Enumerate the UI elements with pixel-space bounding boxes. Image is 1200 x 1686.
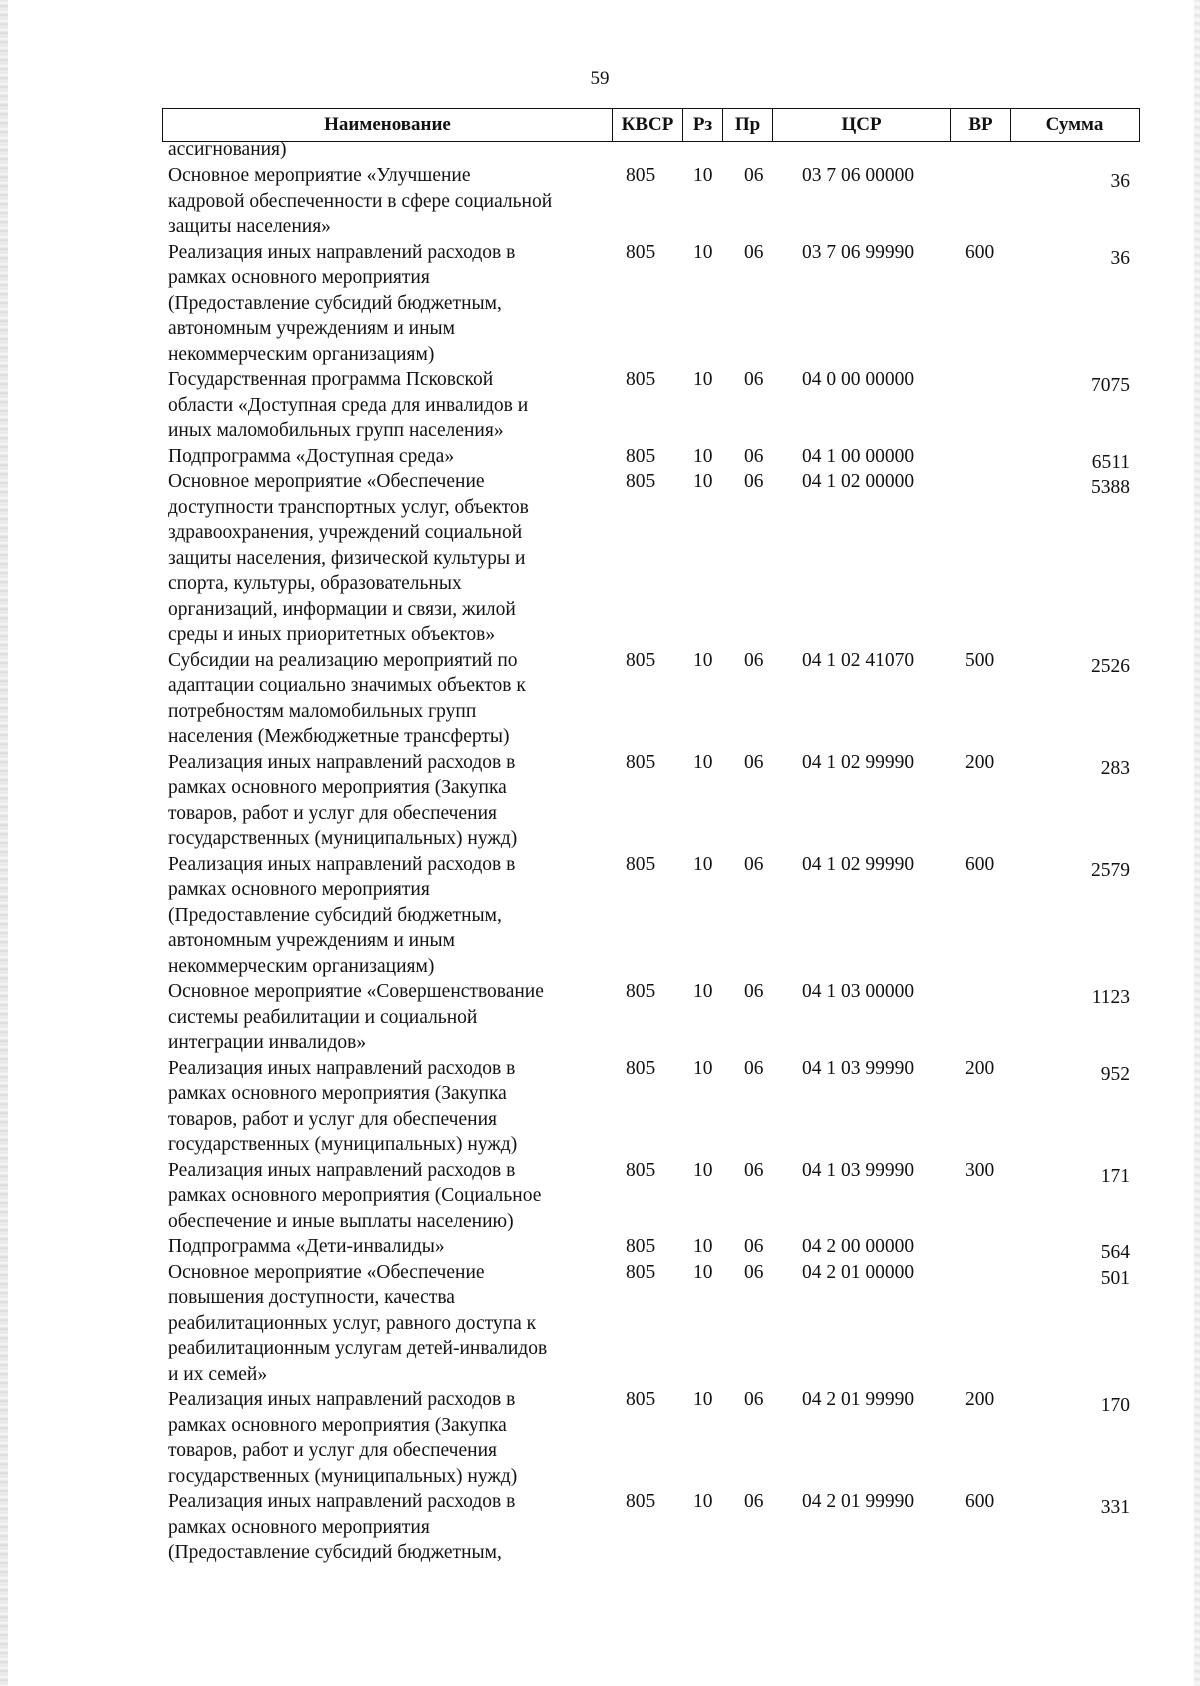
row-pr: 06 xyxy=(744,1261,764,1283)
row-kvsr: 805 xyxy=(626,649,656,671)
row-name xyxy=(168,1387,613,1489)
row-kvsr: 805 xyxy=(626,1057,656,1079)
row-name-line: области «Доступная среда для инвалидов и xyxy=(168,394,529,416)
row-kvsr: 805 xyxy=(626,241,656,263)
row-name-line: организаций, информации и связи, жилой xyxy=(168,598,516,620)
row-kvsr: 805 xyxy=(626,165,656,186)
row-sum: 36 xyxy=(1110,171,1130,192)
row-pr: 06 xyxy=(744,1159,764,1181)
row-pr: 06 xyxy=(744,751,764,773)
row-name xyxy=(168,240,613,368)
row-name xyxy=(168,1234,613,1260)
row-csr: 04 0 00 00000 xyxy=(802,369,915,390)
row-vr: 200 xyxy=(965,1389,995,1410)
row-csr: 04 1 02 00000 xyxy=(802,471,915,492)
row-rz: 10 xyxy=(693,649,713,671)
row-name-line: Основное мероприятие «Обеспечение xyxy=(168,1261,485,1283)
row-name-line: кадровой обеспеченности в сфере социальной xyxy=(168,190,553,212)
row-sum: 2579 xyxy=(1091,859,1130,881)
continuation-text: ассигнования) xyxy=(168,139,287,160)
row-name-line: адаптации социально значимых объектов к xyxy=(168,675,526,696)
row-csr: 04 1 03 99990 xyxy=(802,1159,915,1181)
header-pr: Пр xyxy=(723,109,773,141)
row-sum: 501 xyxy=(1100,1267,1130,1289)
header-rz: Рз xyxy=(683,109,723,141)
row-name-line: спорта, культуры, образовательных xyxy=(168,573,462,594)
row-name-line: рамках основного мероприятия xyxy=(168,267,430,288)
row-name-line: потребностям маломобильных групп xyxy=(168,700,477,722)
row-name-line: рамках основного мероприятия xyxy=(168,879,430,900)
row-rz: 10 xyxy=(693,241,713,263)
row-vr: 600 xyxy=(965,1491,995,1512)
row-rz: 10 xyxy=(693,471,713,492)
row-name-line: Подпрограмма «Дети-инвалиды» xyxy=(168,1236,445,1257)
row-name-line: Реализация иных направлений расходов в xyxy=(168,751,516,773)
row-name-line: защиты населения, физической культуры и xyxy=(168,547,526,569)
row-name-line: и их семей» xyxy=(168,1363,268,1385)
row-kvsr: 805 xyxy=(626,1389,656,1410)
row-name xyxy=(168,750,613,852)
row-sum: 1123 xyxy=(1091,987,1130,1008)
row-pr: 06 xyxy=(744,1057,764,1079)
row-name-line: государственных (муниципальных) нужд) xyxy=(168,1134,518,1155)
row-csr: 04 2 01 99990 xyxy=(802,1491,915,1512)
row-sum: 283 xyxy=(1100,757,1130,779)
row-name-line: некоммерческим организациям) xyxy=(168,343,435,365)
row-rz: 10 xyxy=(693,1159,713,1181)
row-name-line: здравоохранения, учреждений социальной xyxy=(168,522,523,543)
row-csr: 04 2 01 99990 xyxy=(802,1389,915,1410)
row-name-line: товаров, работ и услуг для обеспечения xyxy=(168,1440,497,1461)
row-pr: 06 xyxy=(744,471,764,492)
row-sum: 564 xyxy=(1100,1242,1130,1263)
header-sum: Сумма xyxy=(1045,114,1104,135)
header-name: Наименование xyxy=(163,109,613,141)
row-sum: 36 xyxy=(1110,247,1130,269)
row-name-line: рамках основного мероприятия (Закупка xyxy=(168,1414,507,1436)
row-rz: 10 xyxy=(693,1057,713,1079)
row-name-line: Реализация иных направлений расходов в xyxy=(168,1159,516,1181)
row-rz: 10 xyxy=(693,751,713,773)
row-name xyxy=(168,163,613,240)
row-name-line: (Предоставление субсидий бюджетным, xyxy=(168,1542,502,1563)
row-sum: 170 xyxy=(1100,1395,1130,1416)
row-pr: 06 xyxy=(744,165,764,186)
row-name-line: (Предоставление субсидий бюджетным, xyxy=(168,904,502,926)
row-name-line: обеспечение и иные выплаты населению) xyxy=(168,1210,514,1232)
row-kvsr: 805 xyxy=(626,1261,656,1283)
row-vr: 600 xyxy=(965,853,995,875)
header-kvsr: КВСР xyxy=(613,109,683,141)
row-name xyxy=(168,469,613,648)
page-number: 59 xyxy=(590,68,610,89)
row-name xyxy=(168,1489,613,1566)
scan-edge-right xyxy=(1194,0,1200,1686)
row-sum: 171 xyxy=(1100,1165,1130,1187)
row-sum: 5388 xyxy=(1091,477,1130,498)
header-vr: ВР xyxy=(951,109,1011,141)
row-sum: 2526 xyxy=(1091,655,1130,677)
row-name-line: иных маломобильных групп населения» xyxy=(168,420,504,441)
row-name-line: государственных (муниципальных) нужд) xyxy=(168,1465,518,1487)
row-vr: 200 xyxy=(965,751,995,773)
scan-edge-left xyxy=(0,0,8,1686)
row-name xyxy=(168,367,613,444)
row-kvsr: 805 xyxy=(626,981,656,1002)
row-name-line: рамках основного мероприятия (Закупка xyxy=(168,1083,507,1104)
row-csr: 04 2 00 00000 xyxy=(802,1236,915,1257)
row-name-line: Основное мероприятие «Улучшение xyxy=(168,165,471,186)
row-name-line: реабилитационных услуг, равного доступа к xyxy=(168,1312,537,1334)
row-name-line: рамках основного мероприятия (Социальное xyxy=(168,1185,542,1206)
row-pr: 06 xyxy=(744,1236,764,1257)
row-csr: 04 1 02 99990 xyxy=(802,751,915,773)
row-pr: 06 xyxy=(744,241,764,263)
row-csr: 03 7 06 99990 xyxy=(802,241,915,263)
row-name-line: товаров, работ и услуг для обеспечения xyxy=(168,1108,497,1130)
row-name-line: реабилитационным услугам детей-инвалидов xyxy=(168,1338,548,1359)
header-csr: ЦСР xyxy=(773,109,951,141)
row-rz: 10 xyxy=(693,445,713,467)
row-name-line: Основное мероприятие «Обеспечение xyxy=(168,471,485,492)
row-rz: 10 xyxy=(693,981,713,1002)
row-kvsr: 805 xyxy=(626,445,656,467)
row-name-line: населения (Межбюджетные трансферты) xyxy=(168,726,510,747)
row-kvsr: 805 xyxy=(626,369,656,390)
row-rz: 10 xyxy=(693,369,713,390)
row-name xyxy=(168,1056,613,1158)
row-csr: 04 2 01 00000 xyxy=(802,1261,915,1283)
row-name xyxy=(168,444,613,470)
row-name-line: повышения доступности, качества xyxy=(168,1287,455,1308)
row-sum: 7075 xyxy=(1091,375,1130,396)
row-rz: 10 xyxy=(693,1389,713,1410)
row-csr: 04 1 02 41070 xyxy=(802,649,915,671)
row-pr: 06 xyxy=(744,853,764,875)
row-name-line: Реализация иных направлений расходов в xyxy=(168,1491,516,1512)
row-csr: 04 1 02 99990 xyxy=(802,853,915,875)
row-name-line: системы реабилитации и социальной xyxy=(168,1006,478,1028)
row-kvsr: 805 xyxy=(626,853,656,875)
row-name-line: Реализация иных направлений расходов в xyxy=(168,853,516,875)
row-name-line: некоммерческим организациям) xyxy=(168,955,435,977)
row-rz: 10 xyxy=(693,853,713,875)
row-name-line: автономным учреждениям и иным xyxy=(168,930,455,951)
row-name-line: защиты населения» xyxy=(168,216,331,237)
row-name-line: интеграции инвалидов» xyxy=(168,1032,367,1053)
row-name-line: рамках основного мероприятия xyxy=(168,1516,430,1538)
row-name-line: Реализация иных направлений расходов в xyxy=(168,1057,516,1079)
row-vr: 300 xyxy=(965,1159,995,1181)
row-sum: 331 xyxy=(1100,1497,1130,1518)
row-csr: 03 7 06 00000 xyxy=(802,165,915,186)
row-pr: 06 xyxy=(744,1389,764,1410)
row-kvsr: 805 xyxy=(626,1491,656,1512)
row-kvsr: 805 xyxy=(626,1236,656,1257)
row-name xyxy=(168,1260,613,1388)
row-vr: 200 xyxy=(965,1057,995,1079)
row-kvsr: 805 xyxy=(626,471,656,492)
row-name-line: государственных (муниципальных) нужд) xyxy=(168,828,518,849)
row-rz: 10 xyxy=(693,165,713,186)
row-pr: 06 xyxy=(744,445,764,467)
row-name-line: рамках основного мероприятия (Закупка xyxy=(168,777,507,798)
row-name-line: Основное мероприятие «Совершенствование xyxy=(168,981,544,1002)
row-name xyxy=(168,1158,613,1235)
row-name-line: (Предоставление субсидий бюджетным, xyxy=(168,292,502,314)
row-pr: 06 xyxy=(744,369,764,390)
row-kvsr: 805 xyxy=(626,751,656,773)
row-pr: 06 xyxy=(744,649,764,671)
row-kvsr: 805 xyxy=(626,1159,656,1181)
row-pr: 06 xyxy=(744,1491,764,1512)
row-rz: 10 xyxy=(693,1261,713,1283)
row-name-line: автономным учреждениям и иным xyxy=(168,318,455,339)
row-sum: 6511 xyxy=(1091,451,1130,473)
row-name-line: товаров, работ и услуг для обеспечения xyxy=(168,802,497,824)
row-sum: 952 xyxy=(1100,1063,1130,1085)
row-csr: 04 1 00 00000 xyxy=(802,445,915,467)
row-name-line: Реализация иных направлений расходов в xyxy=(168,1389,516,1410)
row-name-line: Субсидии на реализацию мероприятий по xyxy=(168,649,518,671)
row-pr: 06 xyxy=(744,981,764,1002)
row-name-line: Реализация иных направлений расходов в xyxy=(168,241,516,263)
row-csr: 04 1 03 00000 xyxy=(802,981,915,1002)
row-rz: 10 xyxy=(693,1491,713,1512)
row-vr: 500 xyxy=(965,649,995,671)
row-name-line: Государственная программа Псковской xyxy=(168,369,494,390)
row-name-line: среды и иных приоритетных объектов» xyxy=(168,624,496,645)
row-name-line: Подпрограмма «Доступная среда» xyxy=(168,445,455,467)
row-vr: 600 xyxy=(965,241,995,263)
row-name-line: доступности транспортных услуг, объектов xyxy=(168,496,529,518)
row-csr: 04 1 03 99990 xyxy=(802,1057,915,1079)
row-rz: 10 xyxy=(693,1236,713,1257)
row-name xyxy=(168,852,613,980)
row-name xyxy=(168,979,613,1056)
row-name xyxy=(168,648,613,750)
